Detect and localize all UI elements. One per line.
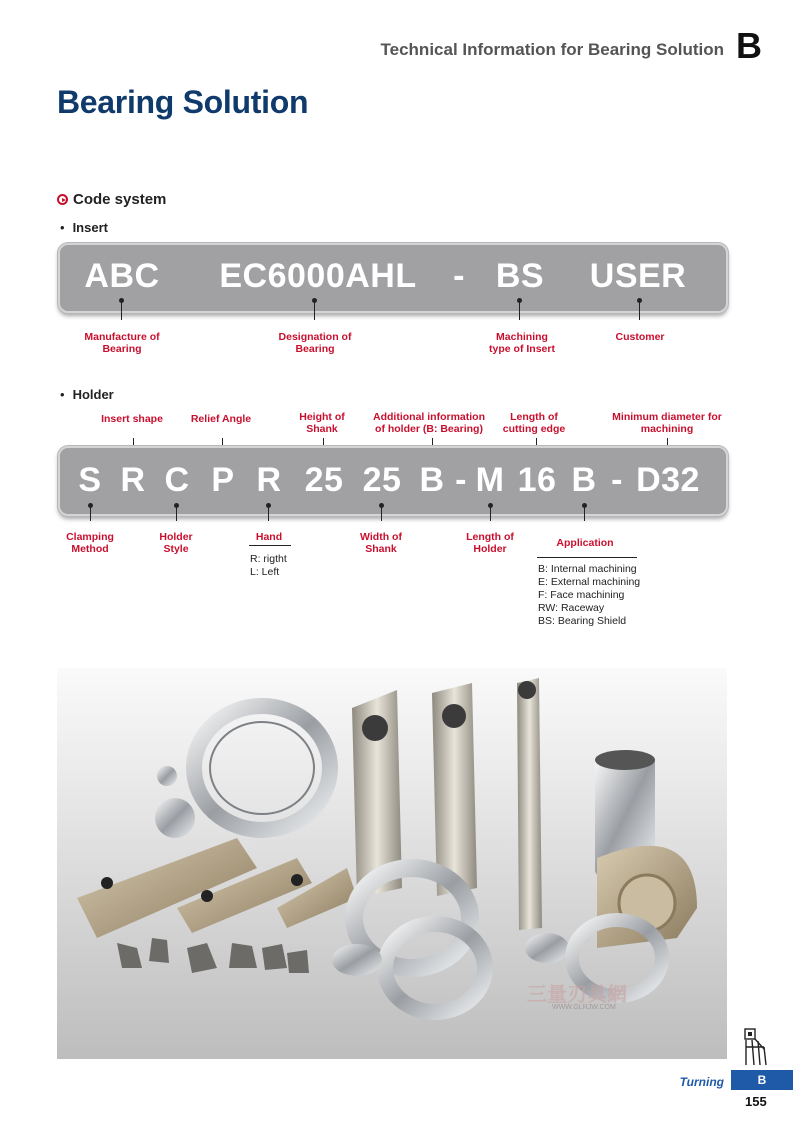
holder-code-dash2: - — [611, 461, 623, 499]
holder-bottom-width: Width of Shank — [360, 531, 402, 555]
insert-desc-type: Machining type of Insert — [489, 331, 555, 355]
code-system-heading — [57, 191, 166, 208]
holder-label: • Holder — [60, 387, 114, 402]
insert-label: • Insert — [60, 220, 108, 235]
insert-desc-customer: Customer — [615, 331, 665, 343]
connector-line — [121, 302, 122, 320]
holder-code-clamping: S — [78, 461, 102, 499]
holder-code-insert-shape: R — [120, 461, 146, 499]
insert-code-customer: USER — [589, 257, 687, 295]
holder-code-width: 25 — [362, 461, 402, 499]
application-divider — [537, 557, 637, 558]
insert-code-dash: - — [453, 257, 465, 295]
holder-code-additional: B — [419, 461, 445, 499]
holder-top-relief-angle: Relief Angle — [190, 413, 252, 425]
footer-section-name: Turning — [679, 1075, 724, 1089]
holder-top-length-cutting-edge: Length of cutting edge — [502, 411, 566, 435]
connector-line — [314, 302, 315, 320]
holder-code-cutting-edge: 16 — [517, 461, 557, 499]
holder-code-hand: R — [256, 461, 282, 499]
holder-top-additional-info: Additional information of holder (B: Bearing) — [373, 411, 485, 435]
hand-divider — [249, 545, 291, 546]
holder-bottom-hand: Hand — [255, 531, 283, 543]
holder-code-style: C — [164, 461, 190, 499]
holder-top-height-of-shank: Height of Shank — [299, 411, 345, 435]
insert-code-designation: EC6000AHL — [219, 257, 417, 295]
product-photo — [57, 668, 727, 1059]
hand-options: R: rigtht L: Left — [250, 553, 287, 578]
insert-desc-manufacturer: Manufacture of Bearing — [84, 331, 160, 355]
section-tab[interactable]: B — [731, 1070, 793, 1090]
connector-line — [90, 507, 91, 521]
insert-code-type: BS — [495, 257, 545, 295]
application-options: B: Internal machining E: External machining F: Face machining RW: Raceway BS: Bearing Shield — [538, 563, 641, 627]
holder-top-insert-shape: Insert shape — [101, 413, 163, 425]
section-title: Technical Information for Bearing Solution — [380, 40, 724, 59]
holder-bottom-style: Holder Style — [159, 531, 193, 555]
connector-line — [268, 507, 269, 521]
page-number: 155 — [745, 1094, 767, 1109]
holder-code-relief: P — [211, 461, 235, 499]
holder-code-min-diameter: D32 — [636, 461, 700, 499]
connector-line — [490, 507, 491, 521]
code-system-label: Code system — [73, 191, 167, 208]
holder-code-length: M — [475, 461, 505, 499]
holder-code-dash1: - — [455, 461, 467, 499]
connector-line — [584, 507, 585, 521]
section-letter: B — [736, 25, 762, 66]
page-title: Bearing Solution — [57, 84, 309, 120]
turning-tool-icon — [742, 1027, 770, 1067]
connector-line — [639, 302, 640, 320]
holder-bottom-length: Length of Holder — [466, 531, 514, 555]
insert-code-manufacturer: ABC — [84, 257, 160, 295]
holder-code-height: 25 — [304, 461, 344, 499]
connector-line — [381, 507, 382, 521]
holder-code-application: B — [571, 461, 597, 499]
holder-top-min-diameter: Minimum diameter for machining — [612, 411, 722, 435]
holder-bottom-application: Application — [556, 537, 614, 549]
insert-desc-designation: Designation of Bearing — [278, 331, 352, 355]
circle-arrow-icon — [57, 194, 68, 205]
connector-line — [176, 507, 177, 521]
connector-line — [519, 302, 520, 320]
watermark-url: WWW.GLRJW.COM — [552, 1004, 616, 1011]
watermark-cn: 三量刃具網 — [527, 982, 627, 1006]
holder-bottom-clamping: Clamping Method — [66, 531, 114, 555]
